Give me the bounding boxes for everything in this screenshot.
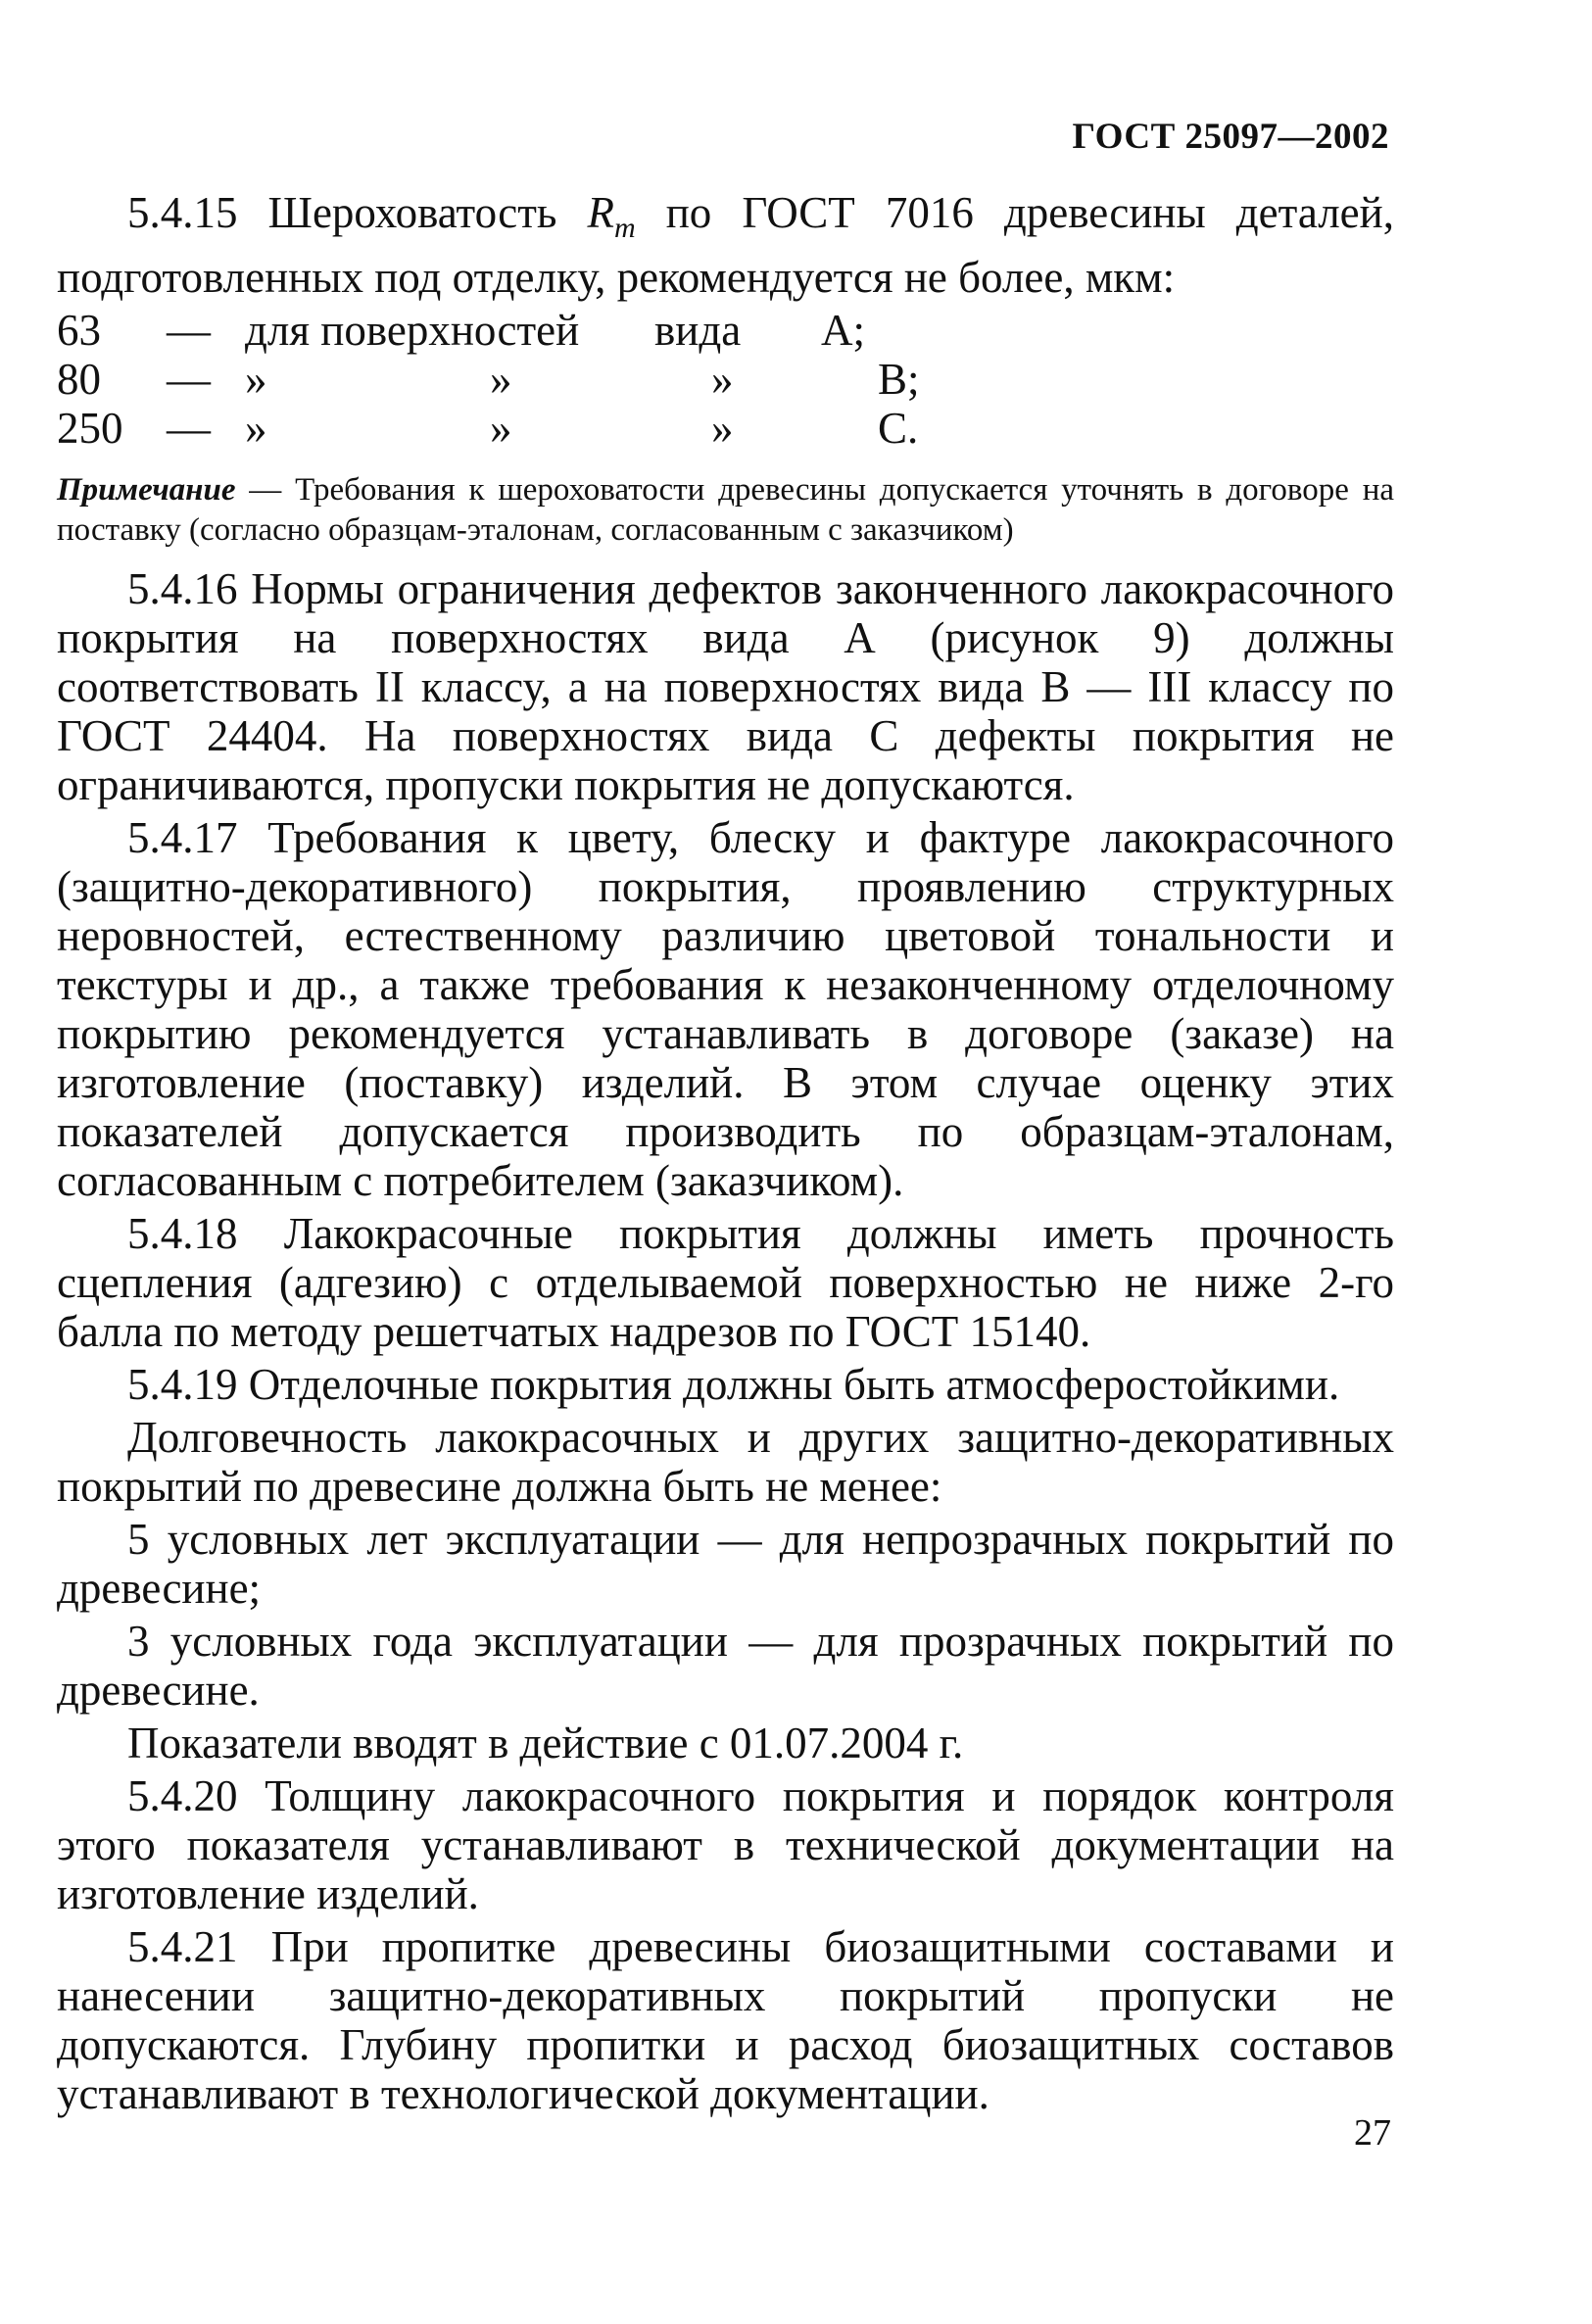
durability-transparent-item: 3 условных года эксплуатации — для прозрачных покрытий по древесине. bbox=[57, 1617, 1394, 1715]
roughness-dash: — bbox=[167, 404, 211, 453]
durability-opaque-item: 5 условных лет эксплуатации — для непрозрачных покрытий по древесине; bbox=[57, 1515, 1394, 1613]
roughness-dash: — bbox=[167, 355, 211, 404]
ditto-mark: » bbox=[245, 355, 267, 404]
roughness-type-word: вида bbox=[654, 306, 742, 355]
clause-5-4-15 bbox=[57, 188, 1394, 302]
clause-5-4-21: 5.4.21 При пропитке древесины биозащитными составами и нанесении защитно-декоративных покрытий пропуски не допускаются. Глубину пропитки и расход биозащитных составов устанавливают в технологической документации. bbox=[57, 1922, 1394, 2118]
effective-date-paragraph: Показатели вводят в действие с 01.07.2004 г. bbox=[127, 1719, 964, 1767]
roughness-dash: — bbox=[167, 306, 211, 355]
ditto-mark: » bbox=[245, 404, 267, 453]
roughness-row bbox=[57, 306, 1394, 355]
clause-5-4-19: 5.4.19 Отделочные покрытия должны быть атмосферостойкими. bbox=[127, 1360, 1340, 1409]
note-text: — Требования к шероховатости древесины допускается уточнять в договоре на поставку (согласно образцам-эталонам, согласованным с заказчиком) bbox=[57, 472, 1394, 548]
ditto-mark: » bbox=[490, 404, 512, 453]
roughness-symbol: R bbox=[587, 188, 614, 237]
ditto-mark: » bbox=[490, 355, 512, 404]
roughness-values-list bbox=[57, 306, 1394, 453]
clause-5-4-20: 5.4.20 Толщину лакокрасочного покрытия и порядок контроля этого показателя устанавливают в технической документации на изготовление изделий. bbox=[57, 1771, 1394, 1918]
clause-5-4-15-rest: по ГОСТ 7016 древесины деталей, подготовленных под отделку, рекомендуется не более, мкм: bbox=[57, 188, 1394, 302]
ditto-mark: » bbox=[711, 404, 734, 453]
ditto-mark: » bbox=[711, 355, 734, 404]
durability-paragraph: Долговечность лакокрасочных и других защитно-декоративных покрытий по древесине должна быть не менее: bbox=[57, 1413, 1394, 1511]
roughness-row bbox=[57, 355, 1394, 404]
roughness-value: 250 bbox=[57, 404, 123, 453]
roughness-grade: C. bbox=[878, 404, 919, 453]
clause-5-4-18: 5.4.18 Лакокрасочные покрытия должны иметь прочность сцепления (адгезию) с отделываемой поверхностью не ниже 2-го балла по методу решетчатых надрезов по ГОСТ 15140. bbox=[57, 1209, 1394, 1356]
roughness-value: 80 bbox=[57, 355, 101, 404]
roughness-value: 63 bbox=[57, 306, 101, 355]
clause-5-4-15-lead: 5.4.15 Шероховатость bbox=[127, 188, 588, 237]
roughness-symbol-subscript: m bbox=[613, 212, 636, 244]
clause-5-4-16: 5.4.16 Нормы ограничения дефектов законченного лакокрасочного покрытия на поверхностях вида А (рисунок 9) должны соответствовать II классу, а на поверхностях вида В — III классу по ГОСТ 24404. На поверхностях вида С дефекты покрытия не ограничиваются, пропуски покрытия не допускаются. bbox=[57, 564, 1394, 809]
roughness-row bbox=[57, 404, 1394, 453]
page-body bbox=[57, 188, 1394, 2122]
roughness-grade: B; bbox=[878, 355, 920, 404]
note bbox=[57, 470, 1394, 551]
roughness-surface-desc: для поверхностей bbox=[245, 306, 580, 355]
note-label: Примечание bbox=[57, 472, 236, 508]
page-number: 27 bbox=[1354, 2112, 1391, 2154]
document-code-header: ГОСТ 25097—2002 bbox=[1072, 117, 1389, 157]
roughness-grade: A; bbox=[821, 306, 865, 355]
clause-5-4-17: 5.4.17 Требования к цвету, блеску и фактуре лакокрасочного (защитно-декоративного) покрытия, проявлению структурных неровностей, естественному различию цветовой тональности и текстуры и др., а также требования к незаконченному отделочному покрытию рекомендуется устанавливать в договоре (заказе) на изготовление (поставку) изделий. В этом случае оценку этих показателей допускается производить по образцам-эталонам, согласованным с потребителем (заказчиком). bbox=[57, 813, 1394, 1205]
